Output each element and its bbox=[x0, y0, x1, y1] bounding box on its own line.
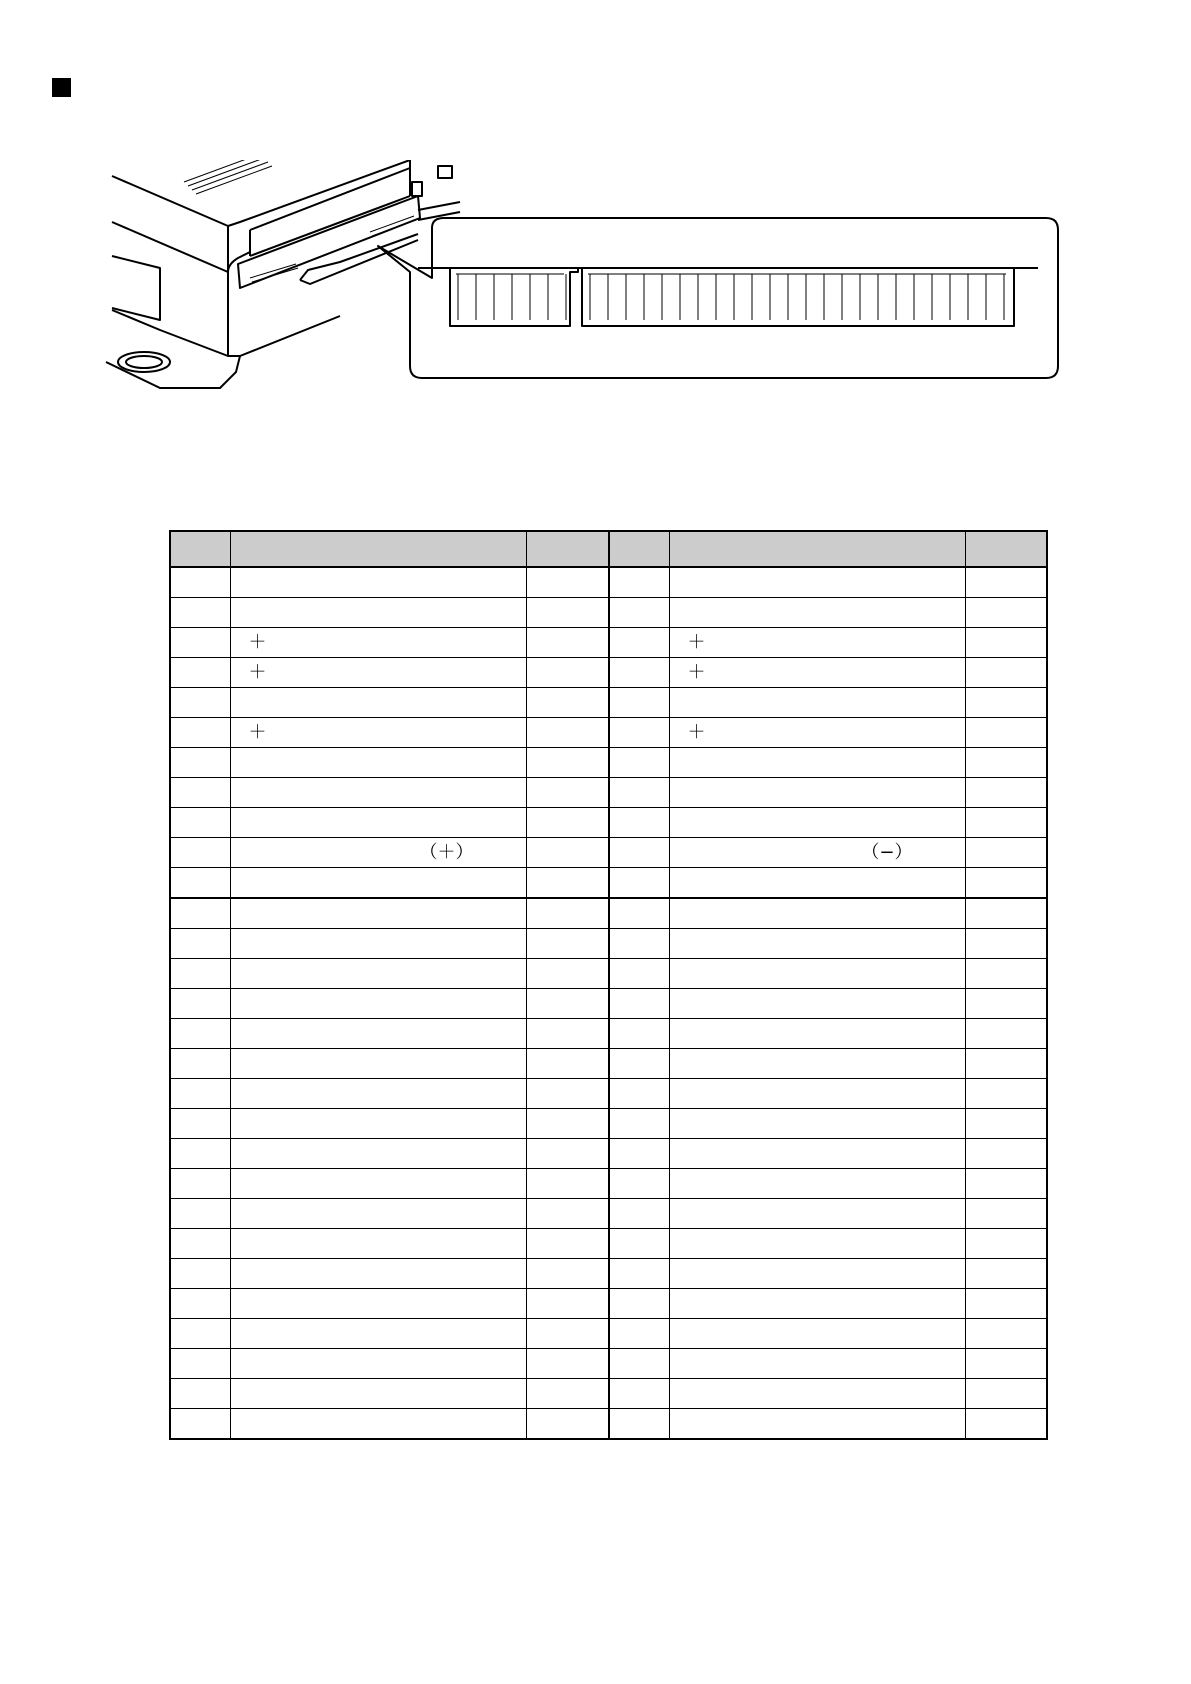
table-cell bbox=[669, 898, 965, 929]
table-cell bbox=[526, 838, 609, 868]
table-cell bbox=[230, 688, 526, 718]
table-cell bbox=[965, 929, 1047, 959]
table-row bbox=[170, 1349, 1047, 1379]
table-cell bbox=[669, 1259, 965, 1289]
table-cell bbox=[669, 838, 965, 868]
table-cell bbox=[609, 1349, 669, 1379]
table-cell bbox=[669, 748, 965, 778]
table-cell bbox=[170, 929, 230, 959]
table-cell bbox=[526, 1259, 609, 1289]
table-cell bbox=[170, 1289, 230, 1319]
table-row bbox=[170, 567, 1047, 598]
table-cell bbox=[526, 567, 609, 598]
table-cell bbox=[526, 628, 609, 658]
table-cell bbox=[230, 898, 526, 929]
table-cell bbox=[965, 688, 1047, 718]
table-cell bbox=[609, 1109, 669, 1139]
table-cell bbox=[526, 718, 609, 748]
table-cell bbox=[669, 1229, 965, 1259]
table-cell bbox=[669, 868, 965, 899]
table-cell bbox=[170, 1049, 230, 1079]
table-cell bbox=[170, 1169, 230, 1199]
table-cell bbox=[170, 688, 230, 718]
table-cell bbox=[669, 959, 965, 989]
table-cell bbox=[669, 778, 965, 808]
table-cell bbox=[669, 598, 965, 628]
table-cell: ＋ bbox=[669, 658, 965, 688]
table-cell bbox=[609, 898, 669, 929]
table-cell bbox=[609, 929, 669, 959]
table-cell: ＋ bbox=[230, 658, 526, 688]
table-row bbox=[170, 898, 1047, 929]
table-cell bbox=[526, 1289, 609, 1319]
table-cell bbox=[170, 1379, 230, 1409]
table-cell bbox=[526, 598, 609, 628]
table-cell bbox=[965, 868, 1047, 899]
table-cell: ＋ bbox=[230, 628, 526, 658]
table-cell bbox=[965, 959, 1047, 989]
table-cell bbox=[170, 868, 230, 899]
table-cell bbox=[170, 718, 230, 748]
table-cell bbox=[170, 1349, 230, 1379]
table-cell bbox=[965, 778, 1047, 808]
table-cell bbox=[965, 1049, 1047, 1079]
table-cell bbox=[669, 1079, 965, 1109]
table-cell bbox=[170, 1409, 230, 1440]
table-cell bbox=[669, 1379, 965, 1409]
table-cell bbox=[965, 1319, 1047, 1349]
header-direction-right bbox=[965, 531, 1047, 567]
table-cell bbox=[965, 1259, 1047, 1289]
table-cell bbox=[526, 1199, 609, 1229]
table-cell bbox=[230, 1199, 526, 1229]
table-row bbox=[170, 658, 1047, 688]
table-cell bbox=[609, 1259, 669, 1289]
table-cell bbox=[965, 628, 1047, 658]
section-marker-icon bbox=[52, 78, 71, 97]
table-cell bbox=[526, 1349, 609, 1379]
table-cell bbox=[526, 1229, 609, 1259]
table-cell bbox=[170, 1019, 230, 1049]
header-signal-right bbox=[669, 531, 965, 567]
table-cell bbox=[170, 1199, 230, 1229]
table-row bbox=[170, 1169, 1047, 1199]
table-cell bbox=[965, 1109, 1047, 1139]
table-cell bbox=[609, 1199, 669, 1229]
table-cell bbox=[965, 1379, 1047, 1409]
table-cell bbox=[965, 1349, 1047, 1379]
table-cell bbox=[609, 778, 669, 808]
printer-body bbox=[106, 160, 460, 388]
table-row bbox=[170, 718, 1047, 748]
table-cell bbox=[526, 1319, 609, 1349]
table-cell bbox=[965, 718, 1047, 748]
table-row bbox=[170, 628, 1047, 658]
table-row bbox=[170, 1019, 1047, 1049]
table-cell bbox=[609, 959, 669, 989]
table-cell bbox=[170, 1139, 230, 1169]
table-cell bbox=[230, 778, 526, 808]
table-cell bbox=[965, 838, 1047, 868]
table-cell: ＋ bbox=[230, 718, 526, 748]
table-cell bbox=[526, 1049, 609, 1079]
table-cell bbox=[669, 1169, 965, 1199]
table-cell bbox=[230, 1259, 526, 1289]
table-cell bbox=[669, 688, 965, 718]
table-cell bbox=[965, 1139, 1047, 1169]
table-cell bbox=[170, 1319, 230, 1349]
table-cell bbox=[230, 1049, 526, 1079]
table-cell bbox=[609, 598, 669, 628]
table-cell bbox=[609, 838, 669, 868]
table-cell bbox=[609, 1049, 669, 1079]
table-row bbox=[170, 598, 1047, 628]
table-cell: ＋ bbox=[669, 628, 965, 658]
table-row bbox=[170, 688, 1047, 718]
table-cell bbox=[230, 959, 526, 989]
table-row bbox=[170, 1409, 1047, 1440]
table-cell bbox=[609, 868, 669, 899]
table-cell bbox=[170, 959, 230, 989]
table-cell bbox=[230, 989, 526, 1019]
table-cell bbox=[526, 1109, 609, 1139]
table-cell bbox=[526, 1169, 609, 1199]
table-cell bbox=[669, 1349, 965, 1379]
table-cell bbox=[965, 808, 1047, 838]
table-cell bbox=[170, 598, 230, 628]
table-cell bbox=[230, 1349, 526, 1379]
table-cell bbox=[526, 989, 609, 1019]
table-cell bbox=[965, 658, 1047, 688]
table-cell bbox=[526, 1139, 609, 1169]
table-row bbox=[170, 1049, 1047, 1079]
table-cell bbox=[230, 1169, 526, 1199]
table-cell bbox=[669, 808, 965, 838]
table-cell bbox=[669, 989, 965, 1019]
table-cell bbox=[965, 1169, 1047, 1199]
table-cell bbox=[609, 989, 669, 1019]
table-cell bbox=[965, 567, 1047, 598]
table-cell bbox=[230, 1229, 526, 1259]
table-cell bbox=[170, 808, 230, 838]
table-row bbox=[170, 959, 1047, 989]
table-row bbox=[170, 838, 1047, 868]
table-cell bbox=[965, 748, 1047, 778]
table-cell bbox=[170, 838, 230, 868]
header-direction-left bbox=[526, 531, 609, 567]
header-signal-left bbox=[230, 531, 526, 567]
table-cell bbox=[526, 929, 609, 959]
table-cell bbox=[965, 1079, 1047, 1109]
table-cell bbox=[230, 838, 526, 868]
table-row bbox=[170, 868, 1047, 899]
table-cell bbox=[669, 1049, 965, 1079]
table-cell bbox=[170, 989, 230, 1019]
table-cell bbox=[526, 959, 609, 989]
table-row bbox=[170, 748, 1047, 778]
table-cell bbox=[669, 929, 965, 959]
table-cell bbox=[230, 1109, 526, 1139]
table-cell bbox=[170, 778, 230, 808]
table-cell: ＋ bbox=[669, 718, 965, 748]
table-cell bbox=[965, 1019, 1047, 1049]
table-cell bbox=[230, 1289, 526, 1319]
table-row bbox=[170, 778, 1047, 808]
table-row bbox=[170, 1079, 1047, 1109]
connector-illustration bbox=[100, 160, 1160, 430]
table-cell bbox=[669, 1109, 965, 1139]
table-cell bbox=[669, 1409, 965, 1440]
table-cell bbox=[609, 658, 669, 688]
table-cell bbox=[526, 868, 609, 899]
table-cell bbox=[170, 748, 230, 778]
table-cell bbox=[609, 1229, 669, 1259]
table-cell bbox=[526, 1409, 609, 1440]
table-cell bbox=[170, 1259, 230, 1289]
table-cell bbox=[609, 718, 669, 748]
table-row bbox=[170, 1259, 1047, 1289]
table-cell bbox=[526, 688, 609, 718]
table-cell bbox=[230, 1379, 526, 1409]
table-cell bbox=[965, 1229, 1047, 1259]
table-cell bbox=[965, 1409, 1047, 1440]
table-row bbox=[170, 1139, 1047, 1169]
table-cell bbox=[669, 1019, 965, 1049]
table-cell bbox=[965, 898, 1047, 929]
table-cell bbox=[170, 567, 230, 598]
header-pin-no-left bbox=[170, 531, 230, 567]
header-pin-no-right bbox=[609, 531, 669, 567]
connector-zoom-callout bbox=[378, 218, 1058, 378]
table-cell bbox=[526, 778, 609, 808]
table-cell bbox=[669, 567, 965, 598]
table-cell bbox=[230, 868, 526, 899]
table-cell bbox=[170, 628, 230, 658]
polarity-label: （＋） bbox=[419, 842, 474, 863]
table-cell bbox=[609, 1079, 669, 1109]
table-row bbox=[170, 1379, 1047, 1409]
table-cell bbox=[669, 1139, 965, 1169]
table-cell bbox=[170, 1229, 230, 1259]
table-cell bbox=[965, 989, 1047, 1019]
table-cell bbox=[609, 628, 669, 658]
table-cell bbox=[170, 898, 230, 929]
table-cell bbox=[230, 598, 526, 628]
table-row bbox=[170, 1199, 1047, 1229]
table-cell bbox=[965, 1289, 1047, 1319]
table-cell bbox=[609, 688, 669, 718]
table-cell bbox=[170, 1079, 230, 1109]
table-row bbox=[170, 1109, 1047, 1139]
table-cell bbox=[965, 1199, 1047, 1229]
table-row bbox=[170, 1319, 1047, 1349]
table-header-row bbox=[170, 531, 1047, 567]
table-row bbox=[170, 1229, 1047, 1259]
table-cell bbox=[230, 1409, 526, 1440]
polarity-label: （−） bbox=[861, 842, 913, 863]
table-cell bbox=[230, 567, 526, 598]
table-row bbox=[170, 989, 1047, 1019]
table-cell bbox=[609, 1379, 669, 1409]
table-cell bbox=[609, 567, 669, 598]
table-cell bbox=[526, 748, 609, 778]
table-cell bbox=[609, 1289, 669, 1319]
table-cell bbox=[609, 808, 669, 838]
table-row bbox=[170, 929, 1047, 959]
table-row bbox=[170, 808, 1047, 838]
table-cell bbox=[230, 1319, 526, 1349]
table-cell bbox=[669, 1319, 965, 1349]
pin-assignment-table bbox=[169, 530, 1048, 1440]
table-cell bbox=[230, 1139, 526, 1169]
table-cell bbox=[526, 1379, 609, 1409]
table-cell bbox=[230, 929, 526, 959]
table-cell bbox=[526, 658, 609, 688]
table-cell bbox=[609, 748, 669, 778]
table-cell bbox=[170, 658, 230, 688]
table-cell bbox=[965, 598, 1047, 628]
table-cell bbox=[609, 1019, 669, 1049]
table-cell bbox=[609, 1169, 669, 1199]
table-cell bbox=[230, 1019, 526, 1049]
table-cell bbox=[609, 1319, 669, 1349]
table-cell bbox=[230, 1079, 526, 1109]
table-row bbox=[170, 1289, 1047, 1319]
table-cell bbox=[609, 1139, 669, 1169]
table-cell bbox=[170, 1109, 230, 1139]
table-cell bbox=[526, 808, 609, 838]
table-cell bbox=[669, 1199, 965, 1229]
table-cell bbox=[526, 1079, 609, 1109]
table-cell bbox=[669, 1289, 965, 1319]
table-cell bbox=[230, 748, 526, 778]
table-cell bbox=[526, 1019, 609, 1049]
table-cell bbox=[230, 808, 526, 838]
table-cell bbox=[609, 1409, 669, 1440]
table-cell bbox=[526, 898, 609, 929]
